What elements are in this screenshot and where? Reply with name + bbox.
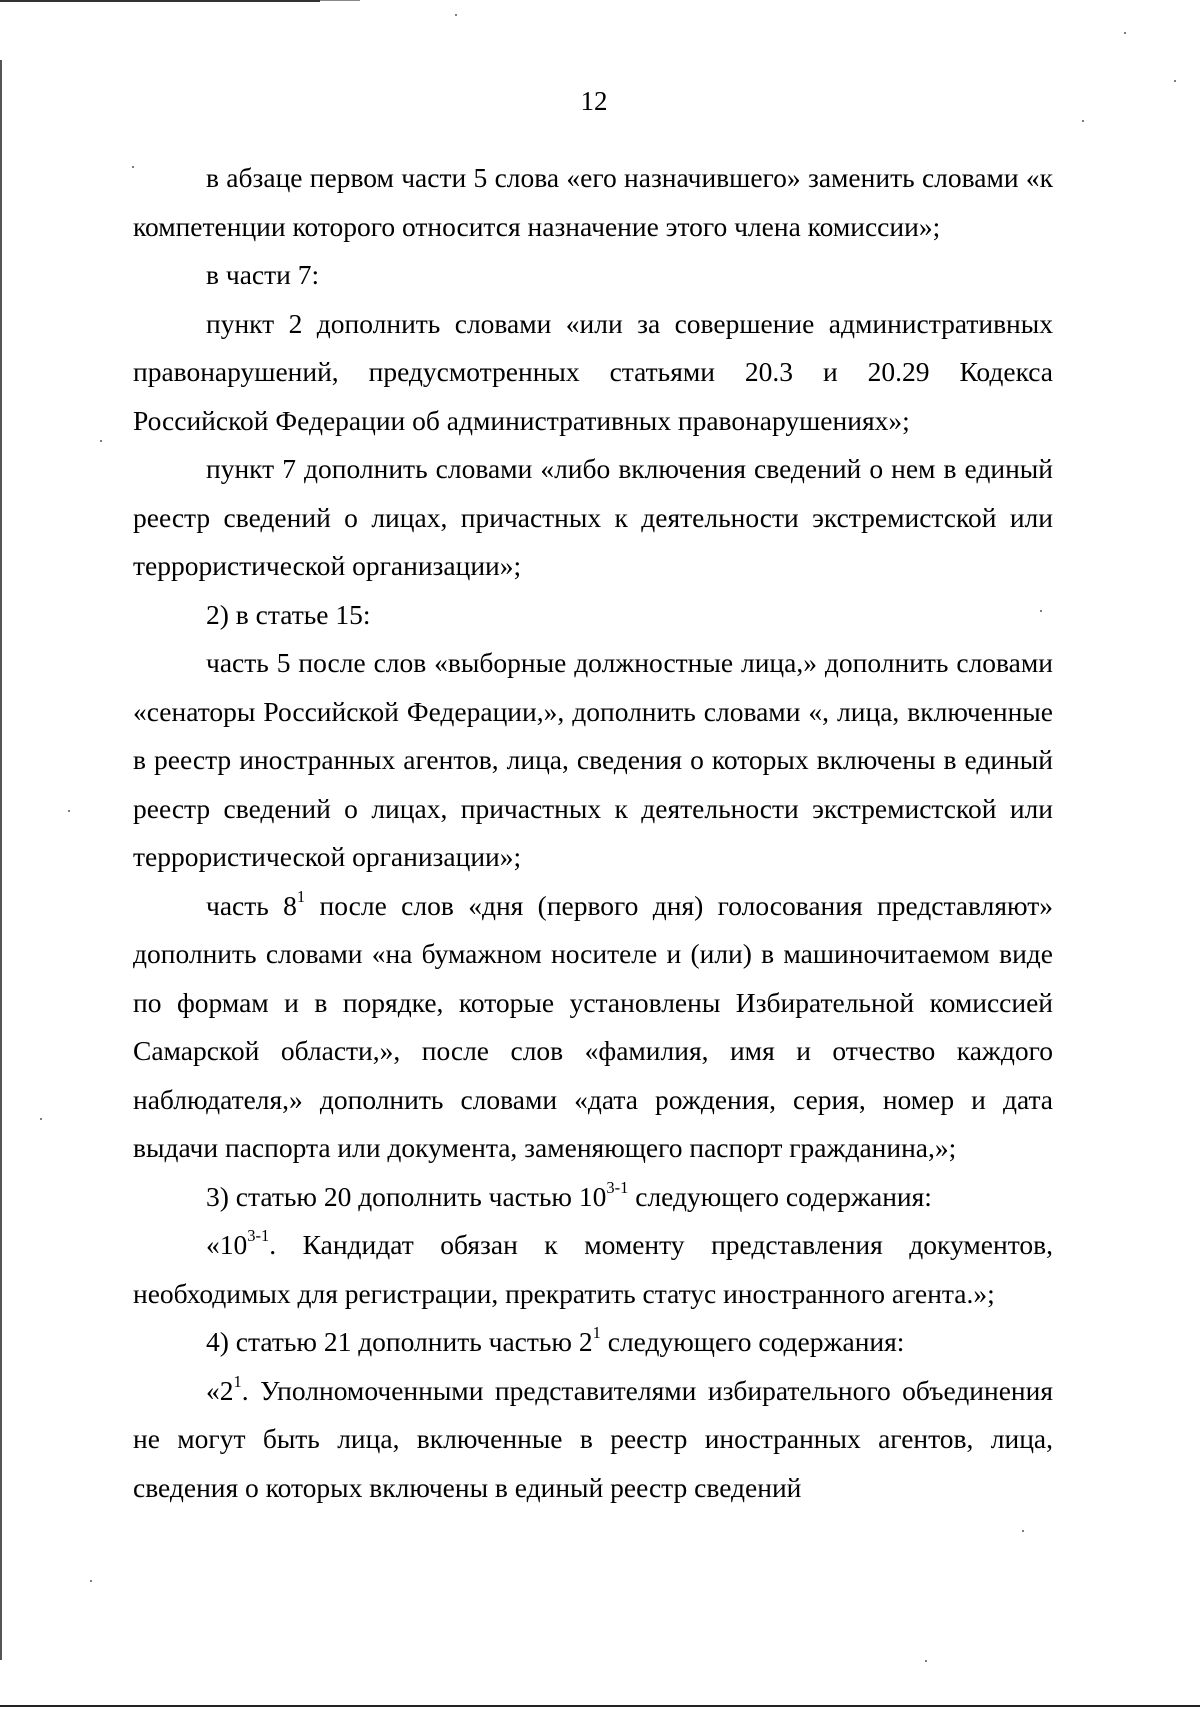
paragraph — [133, 882, 1053, 1173]
scan-speck — [925, 1660, 927, 1662]
paragraph — [133, 1367, 1053, 1513]
scan-speck — [90, 1580, 92, 1582]
paragraph — [133, 1221, 1053, 1318]
scan-speck — [1082, 120, 1084, 122]
superscript-index: 1 — [296, 886, 306, 906]
paragraph — [133, 1318, 1053, 1367]
paragraph-text: 4) статью 21 дополнить частью 2 — [206, 1326, 593, 1357]
scan-edge-bottom — [0, 1705, 1200, 1707]
paragraph-text: в части 7: — [206, 259, 320, 290]
paragraph — [133, 639, 1053, 882]
scan-speck — [40, 1118, 42, 1120]
scan-speck — [68, 810, 70, 812]
paragraph-text: после слов «дня (первого дня) голосования представляют» дополнить словами «на бумажном носителе и (или) в машиночитаемом виде по формам и в порядке, которые установлены Избирательной комиссией Самарской области,», после слов «фамилия, имя и отчество каждого наблюдателя,» дополнить словами «дата рождения, серия, номер и дата выдачи паспорта или документа, заменяющего паспорт гражданина,»; — [133, 889, 1053, 1163]
paragraph-text: следующего содержания: — [628, 1180, 932, 1212]
scan-edge-top — [0, 0, 320, 2]
scan-speck — [1174, 80, 1176, 82]
paragraph-text: 2) в статье 15: — [206, 598, 371, 630]
paragraph-text: 3) статью 20 дополнить частью 10 — [206, 1180, 607, 1212]
superscript-index: 3-1 — [606, 1177, 629, 1197]
paragraph-text: часть 8 — [206, 889, 297, 921]
scan-edge-top-fragment — [320, 0, 360, 1]
paragraph-text: в абзаце первом части 5 слова «его назначившего» заменить словами «к компетенции которого относится назначение этого члена комиссии»; — [133, 162, 1053, 242]
paragraph — [133, 1173, 1053, 1222]
page-number: 12 — [580, 86, 608, 116]
scan-speck — [455, 14, 457, 16]
paragraph — [133, 251, 1053, 300]
paragraph-text: «2 — [206, 1374, 234, 1406]
superscript-index: 1 — [592, 1323, 601, 1343]
scan-edge-left — [0, 60, 2, 1660]
paragraph-text: . Уполномоченными представителями избирательного объединения не могут быть лица, включенные в реестр иностранных агентов, лица, сведения о которых включены в единый реестр сведений — [133, 1374, 1053, 1503]
scan-speck — [1124, 32, 1126, 34]
document-body — [133, 154, 1053, 1512]
paragraph-text: . Кандидат обязан к моменту представления документов, необходимых для регистрации, прекратить статус иностранного агента.»; — [133, 1229, 1053, 1309]
paragraph — [133, 154, 1053, 251]
paragraph — [133, 445, 1053, 591]
scan-speck — [100, 440, 102, 442]
superscript-index: 1 — [233, 1371, 242, 1391]
scan-speck — [1022, 1530, 1024, 1532]
superscript-index: 3-1 — [247, 1226, 270, 1246]
paragraph-text: пункт 7 дополнить словами «либо включения сведений о нем в единый реестр сведений о лицах, причастных к деятельности экстремистской или террористической организации»; — [133, 453, 1053, 581]
paragraph-text: «10 — [206, 1229, 248, 1260]
paragraph-text: пункт 2 дополнить словами «или за совершение административных правонарушений, предусмотренных статьями 20.3 и 20.29 Кодекса Российской Федерации об административных правонарушениях»; — [133, 307, 1053, 436]
paragraph-text: часть 5 после слов «выборные должностные лица,» дополнить словами «сенаторы Российской Федерации,», дополнить словами «, лица, включенные в реестр иностранных агентов, лица, сведения о которых включены в единый реестр сведений о лицах, причастных к деятельности экстремистской или террористической организации»; — [133, 647, 1053, 872]
paragraph-text: следующего содержания: — [600, 1326, 905, 1357]
paragraph — [133, 591, 1053, 640]
paragraph — [133, 300, 1053, 446]
